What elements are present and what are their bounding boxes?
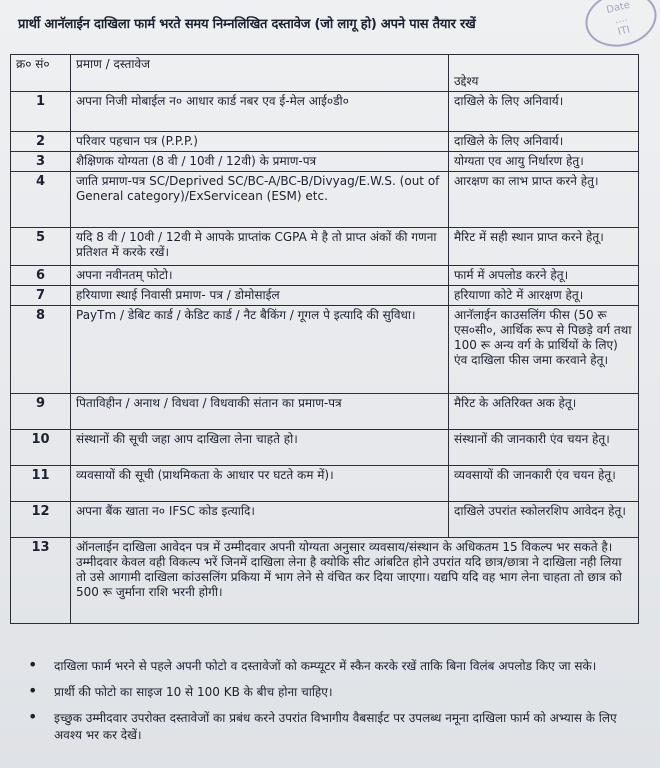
row-number: 3 bbox=[11, 152, 71, 172]
row-number: 6 bbox=[11, 266, 71, 286]
row-document: अपना निजी मोबाईल न० आधार कार्ड नबर एव ई-मेल आई०डी० bbox=[71, 92, 449, 132]
row-number: 4 bbox=[11, 172, 71, 228]
documents-table bbox=[10, 54, 639, 624]
list-item: • प्रार्थी की फोटो का साइज 10 से 100 KB के बीच होना चाहिए। bbox=[50, 684, 640, 701]
row-number: 12 bbox=[11, 502, 71, 538]
row-document: अपना बैंक खाता न० IFSC कोड इत्यादि। bbox=[71, 502, 449, 538]
row-document: जाति प्रमाण-पत्र SC/Deprived SC/BC-A/BC-B/Divyag/E.W.S. (out of General category)/ExServicean (ESM) etc. bbox=[71, 172, 449, 228]
row-purpose: दाखिले उपरांत स्कोलरशिप आवेदन हेतू। bbox=[449, 502, 639, 538]
list-item: • इच्छुक उम्मीदवार उपरोक्त दस्तावेजों का प्रबंध करने उपरांत विभागीय वैबसाईट पर उपलब्ध नमूना दाखिला फार्म को अभ्यास के लिए अवश्य भर कर देखें। bbox=[50, 710, 640, 744]
row-purpose: मैरिट के अतिरिक्त अक हेतू। bbox=[449, 394, 639, 430]
table-row bbox=[11, 286, 639, 306]
table-row bbox=[11, 266, 639, 286]
row-purpose: मैरिट में सही स्थान प्राप्त करने हेतू। bbox=[449, 228, 639, 266]
row-document: संस्थानों की सूची जहा आप दाखिला लेना चाहते हो। bbox=[71, 430, 449, 466]
row-number: 9 bbox=[11, 394, 71, 430]
row-purpose: दाखिले के लिए अनिवार्य। bbox=[449, 132, 639, 152]
row-document: परिवार पहचान पत्र (P.P.P.) bbox=[71, 132, 449, 152]
table-row bbox=[11, 152, 639, 172]
table-row bbox=[11, 172, 639, 228]
table-row bbox=[11, 466, 639, 502]
row-13-note: ऑनलाईन दाखिला आवेदन पत्र में उम्मीदवार अपनी योग्यता अनुसार व्यवसाय/संस्थान के अधिकतम 15 विकल्प भर सकते है। उम्मीदवार केवल वही विकल्प भरें जिनमें दाखिला लेना है क्योकि सीट आंबटित होने उपरांत यदि छात्र/छात्रा ने दाखिला नही लिया तो उसे आगामी दाखिला कांउसलिंग प्रकिया में भाग लेने से वंचित कर दिया जाएगा। यद्यपि यदि वह भाग लेना चाहता तो छात्र को 500 रू जुर्माना राशि भरनी होगी। bbox=[71, 538, 639, 624]
row-document: पिताविहीन / अनाथ / विधवा / विधवाकी संतान का प्रमाण-पत्र bbox=[71, 394, 449, 430]
row-document: अपना नवीनतम् फोटो। bbox=[71, 266, 449, 286]
table-row bbox=[11, 92, 639, 132]
row-purpose: आनॅलाईन काउसलिंग फीस (50 रू एस०सी०, आर्थिक रूप से पिछड़े वर्ग तथा 100 रू अन्य वर्ग के प्रार्थियों के लिए) एंव दाखिला फीस जमा करवाने हेतू। bbox=[449, 306, 639, 394]
row-document: व्यवसायों की सूची (प्राथमिकता के आधार पर घटते कम में)। bbox=[71, 466, 449, 502]
table-row bbox=[11, 502, 639, 538]
row-document: शैक्षिणक योग्यता (8 वी / 10वी / 12वी) के प्रमाण-पत्र bbox=[71, 152, 449, 172]
office-stamp: Date .... ITI bbox=[580, 0, 660, 54]
row-purpose: आरक्षण का लाभ प्राप्त करने हेतु। bbox=[449, 172, 639, 228]
table-row bbox=[11, 306, 639, 394]
row-purpose: योग्यता एव आयु निर्धारण हेतु। bbox=[449, 152, 639, 172]
table-row bbox=[11, 228, 639, 266]
row-number: 10 bbox=[11, 430, 71, 466]
row-number: 8 bbox=[11, 306, 71, 394]
row-number: 11 bbox=[11, 466, 71, 502]
table-row bbox=[11, 132, 639, 152]
row-document: यदि 8 वी / 10वी / 12वी मे आपके प्राप्तांक CGPA मे है तो प्राप्त अंकों की गणना प्रतिशत में करके रखें। bbox=[71, 228, 449, 266]
row-number: 5 bbox=[11, 228, 71, 266]
list-item: • दाखिला फार्म भरने से पहले अपनी फोटो व दस्तावेजों को कम्प्यूटर में स्कैन करके रखें ताकि बिना विलंब अपलोड किए जा सके। bbox=[50, 658, 640, 675]
row-document: PayTm / डेबिट कार्ड / केडिट कार्ड / नैट बैकिंग / गूगल पे इत्यादि की सुविधा। bbox=[71, 306, 449, 394]
row-number: 1 bbox=[11, 92, 71, 132]
table-row bbox=[11, 430, 639, 466]
row-purpose: हरियाणा कोटे में आरक्षण हेतू। bbox=[449, 286, 639, 306]
row-number: 2 bbox=[11, 132, 71, 152]
row-purpose: संस्थानों की जानकारी एंव चयन हेतू। bbox=[449, 430, 639, 466]
header-document: प्रमाण / दस्तावेज bbox=[71, 55, 449, 92]
row-purpose: व्यवसायों की जानकारी एंव चयन हेतू। bbox=[449, 466, 639, 502]
table-header-row bbox=[11, 55, 639, 92]
row-number: 13 bbox=[11, 538, 71, 624]
table-row bbox=[11, 394, 639, 430]
page-heading: प्रार्थी आनॅलाईन दाखिला फार्म भरते समय निम्नलिखित दस्तावेज (जो लागू हो) अपने पास तैयार रखें bbox=[18, 17, 476, 32]
row-purpose: फार्म में अपलोड करने हेतू। bbox=[449, 266, 639, 286]
header-sno: क्र० सं० bbox=[11, 55, 71, 92]
row-number: 7 bbox=[11, 286, 71, 306]
row-document: हरियाणा स्थाई निवासी प्रमाण- पत्र / डोमोसाईल bbox=[71, 286, 449, 306]
header-purpose: उद्देश्य bbox=[449, 55, 639, 92]
instructions-list bbox=[50, 658, 640, 753]
row-purpose: दाखिले के लिए अनिवार्य। bbox=[449, 92, 639, 132]
table-row-13 bbox=[11, 538, 639, 624]
